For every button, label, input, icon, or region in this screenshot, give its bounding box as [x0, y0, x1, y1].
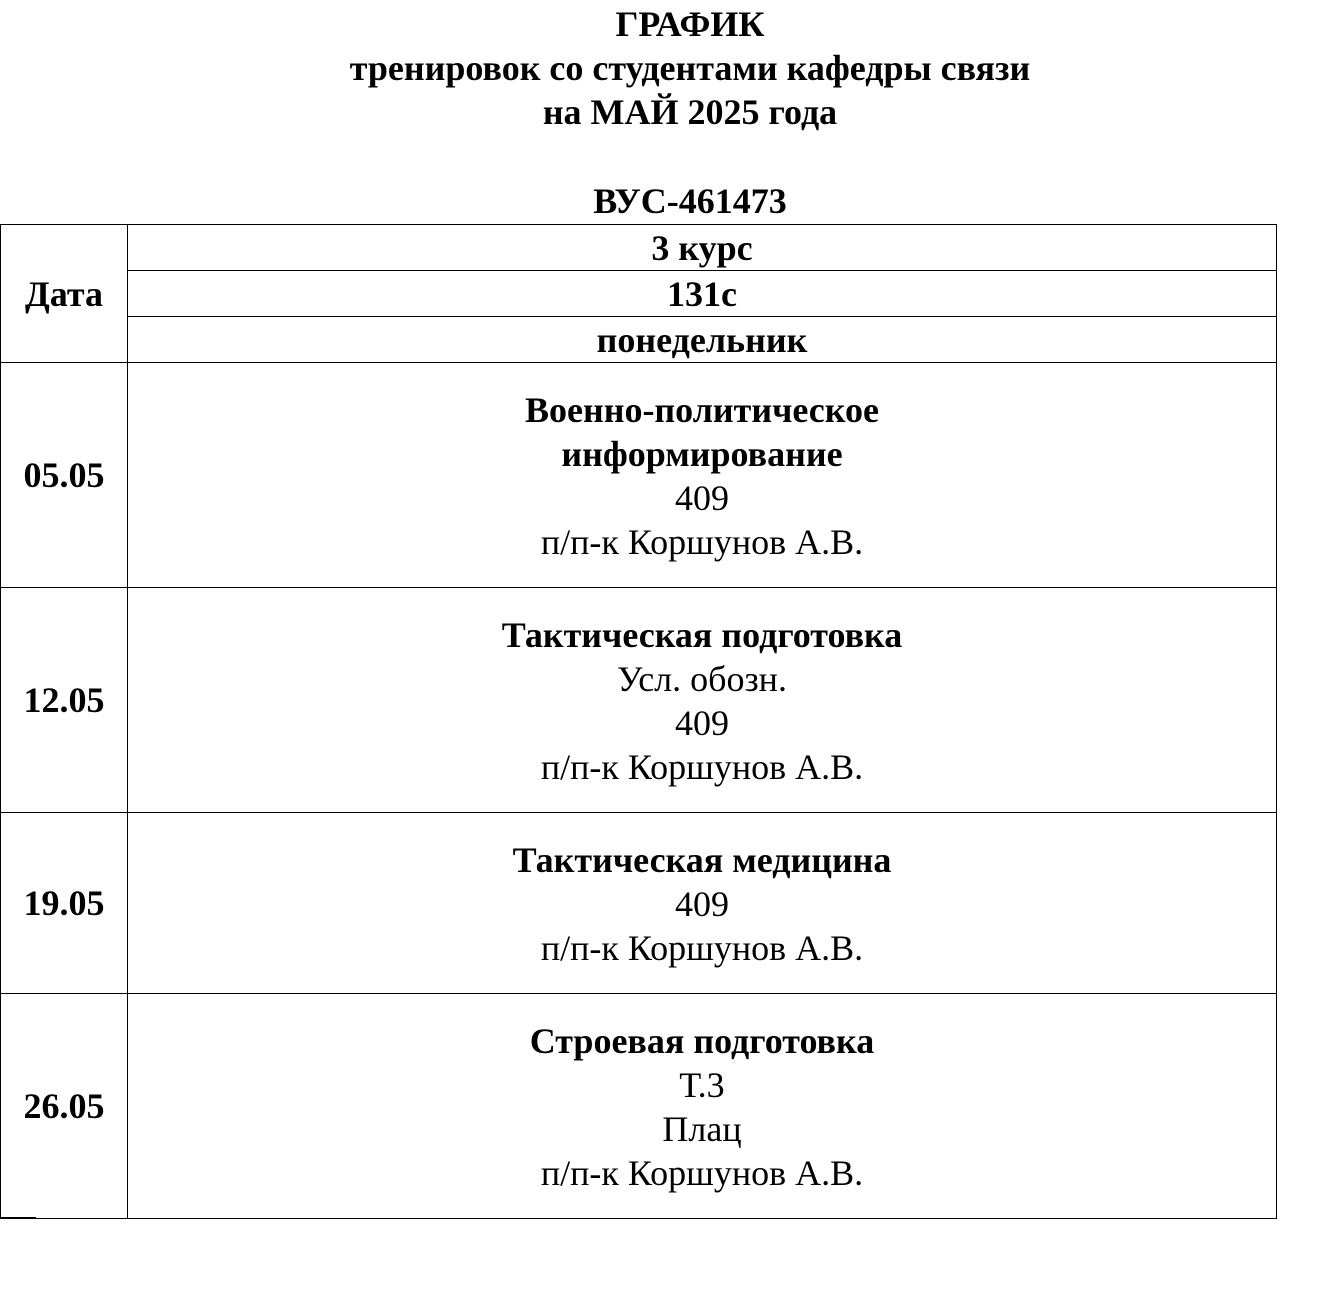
lesson-instructor: п/п-к Коршунов А.В.	[540, 928, 864, 968]
document-period: на МАЙ 2025 года	[542, 92, 838, 132]
date-column-header: Дата	[1, 225, 128, 363]
document-title: ГРАФИК	[615, 4, 765, 44]
group-header: 131с	[128, 271, 1277, 317]
lesson-topic: Т.3	[679, 1065, 725, 1105]
weekday-header: понедельник	[128, 317, 1277, 363]
lesson-instructor: п/п-к Коршунов А.В.	[540, 747, 864, 787]
lesson-cell	[128, 363, 1277, 588]
training-schedule-table	[0, 224, 1277, 1219]
lesson-location: Плац	[662, 1109, 742, 1149]
lesson-cell	[128, 588, 1277, 813]
lesson-room: 409	[675, 478, 729, 518]
specialty-code: ВУС-461473	[593, 181, 787, 221]
table-row	[1, 813, 1277, 994]
lesson-topic: Усл. обозн.	[617, 659, 787, 699]
header-row-course	[1, 225, 1277, 271]
date-cell: 26.05	[1, 994, 128, 1219]
lesson-instructor: п/п-к Коршунов А.В.	[540, 522, 864, 562]
table-bottom-rule	[0, 1217, 36, 1218]
lesson-room: 409	[675, 703, 729, 743]
lesson-cell	[128, 994, 1277, 1219]
lesson-cell	[128, 813, 1277, 994]
header-row-group	[1, 271, 1277, 317]
date-cell: 12.05	[1, 588, 128, 813]
course-header: 3 курс	[128, 225, 1277, 271]
table-row	[1, 363, 1277, 588]
table-row	[1, 994, 1277, 1219]
lesson-subject: Тактическая медицина	[512, 840, 892, 880]
table-row	[1, 588, 1277, 813]
date-cell: 19.05	[1, 813, 128, 994]
lesson-subject: Тактическая подготовка	[501, 615, 903, 655]
lesson-room: 409	[675, 884, 729, 924]
lesson-subject: Военно-политическое	[524, 390, 880, 430]
date-cell: 05.05	[1, 363, 128, 588]
document-subtitle: тренировок со студентами кафедры связи	[349, 48, 1031, 88]
lesson-instructor: п/п-к Коршунов А.В.	[540, 1153, 864, 1193]
header-row-weekday	[1, 317, 1277, 363]
lesson-subject: Строевая подготовка	[529, 1021, 875, 1061]
lesson-subject: информирование	[561, 434, 843, 474]
